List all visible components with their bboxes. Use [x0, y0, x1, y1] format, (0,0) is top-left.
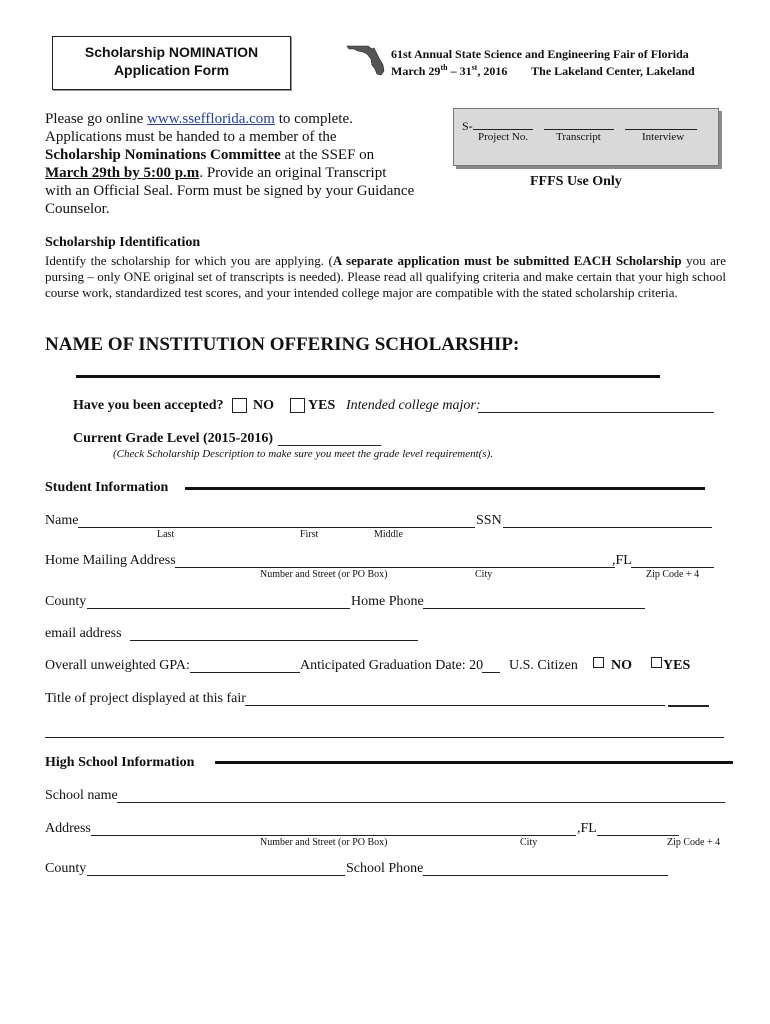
instructions	[45, 110, 415, 218]
school-address-label: Address	[45, 821, 91, 836]
instr-text-4: . Provide an original Transcript with an Official Seal. Form must be signed by your Guidance Counselor.	[45, 165, 415, 217]
accepted-label: Have you been accepted?	[73, 398, 224, 413]
graduation-label: Anticipated Graduation Date: 20	[300, 658, 484, 673]
instr-text-2: to complete. Applications must be handed to a member of the	[45, 111, 353, 145]
accepted-no-checkbox[interactable]	[232, 398, 247, 413]
ident-text-2: you are pursing – only ONE original set of transcripts is needed). Please read all qualifying criteria and make certain that your high school course work, standardized test scores, and your intended college major are compatible with the stated scholarship criteria.	[45, 253, 726, 300]
home-address-input-line[interactable]	[175, 567, 615, 568]
home-address-label: Home Mailing Address	[45, 553, 176, 568]
fair-dates-st: st	[471, 63, 478, 72]
citizen-no-label: NO	[611, 658, 632, 673]
florida-map-icon	[346, 43, 386, 77]
fair-dates-venue	[391, 63, 695, 79]
citizen-no-checkbox[interactable]	[593, 657, 604, 668]
instr-text-1: Please go online	[45, 111, 148, 127]
accepted-no-label: NO	[253, 398, 274, 413]
citizen-label: U.S. Citizen	[509, 658, 578, 673]
high-school-information-heading: High School Information	[45, 755, 195, 770]
home-street-sublabel: Number and Street (or PO Box)	[260, 569, 388, 580]
school-zip-sublabel: Zip Code + 4	[667, 837, 721, 848]
name-label: Name	[45, 513, 79, 528]
major-input-line[interactable]	[478, 412, 714, 413]
home-city-sublabel: City	[475, 569, 493, 580]
project-title-input-line-2[interactable]	[45, 737, 724, 738]
school-name-label: School name	[45, 788, 118, 803]
ident-bold: A separate application must be submitted EACH Scholarship	[332, 253, 682, 268]
school-county-input-line[interactable]	[87, 875, 345, 876]
instr-text-3: at the SSEF on	[280, 147, 375, 163]
institution-name-line[interactable]	[76, 375, 660, 378]
major-label: Intended college major:	[346, 398, 481, 413]
instr-committee: Scholarship Nominations Committee	[45, 147, 281, 163]
school-city-sublabel: City	[520, 837, 538, 848]
ffs-project-line[interactable]	[473, 115, 533, 130]
home-phone-input-line[interactable]	[423, 608, 645, 609]
high-school-heading-rule	[215, 761, 733, 764]
form-title-line1: Scholarship NOMINATION	[84, 44, 259, 60]
ffs-interview-label: Interview	[642, 131, 685, 143]
ffs-transcript-label: Transcript	[556, 131, 601, 143]
graduation-input-line[interactable]	[482, 672, 500, 673]
fair-dates-mid: – 31	[447, 64, 472, 78]
form-title-box	[52, 36, 291, 90]
student-information-heading: Student Information	[45, 480, 169, 495]
fffs-use-box	[453, 108, 719, 166]
website-link[interactable]: www.ssefflorida.com	[147, 111, 275, 127]
ffs-interview-line[interactable]	[625, 115, 697, 130]
school-county-label: County	[45, 861, 87, 876]
grade-level-input-line[interactable]	[278, 445, 381, 446]
form-title-line2: Application Form	[113, 62, 230, 78]
middle-name-sublabel: Middle	[374, 529, 403, 540]
fair-dates-end: , 2016	[477, 64, 508, 78]
citizen-yes-checkbox[interactable]	[651, 657, 662, 668]
fair-title: 61st Annual State Science and Engineering Fair of Florida	[391, 47, 689, 61]
gpa-label: Overall unweighted GPA:	[45, 658, 190, 673]
ssn-input-line[interactable]	[503, 527, 712, 528]
home-phone-label: Home Phone	[351, 594, 424, 609]
student-heading-rule	[185, 487, 705, 490]
school-fl-label: ,FL	[577, 821, 597, 836]
ffs-transcript-line[interactable]	[544, 115, 614, 130]
scholarship-identification-heading: Scholarship Identification	[45, 235, 201, 250]
county-label: County	[45, 594, 87, 609]
home-zip-sublabel: Zip Code + 4	[646, 569, 700, 580]
last-name-sublabel: Last	[157, 529, 175, 540]
instr-deadline: March 29th by 5:00 p.m	[45, 165, 200, 181]
school-street-sublabel: Number and Street (or PO Box)	[260, 837, 388, 848]
fair-dates-th: th	[440, 63, 448, 72]
identification-text	[45, 253, 726, 301]
citizen-yes-label: YES	[663, 658, 691, 673]
gpa-input-line[interactable]	[190, 672, 300, 673]
project-title-input-line[interactable]	[245, 705, 665, 706]
project-title-label: Title of project displayed at this fair	[45, 691, 246, 706]
school-zip-input-line[interactable]	[597, 835, 679, 836]
accepted-yes-checkbox[interactable]	[290, 398, 305, 413]
fair-dates-prefix: March 29	[391, 64, 441, 78]
name-input-line[interactable]	[78, 527, 475, 528]
fffs-use-only-label: FFFS Use Only	[530, 174, 622, 189]
accepted-yes-label: YES	[308, 398, 336, 413]
school-address-input-line[interactable]	[91, 835, 576, 836]
institution-heading: NAME OF INSTITUTION OFFERING SCHOLARSHIP:	[45, 334, 520, 355]
home-fl-label: ,FL	[612, 553, 632, 568]
home-zip-input-line[interactable]	[631, 567, 714, 568]
ffs-s-label: S-	[462, 119, 473, 133]
ffs-project-label: Project No.	[478, 131, 529, 143]
county-input-line[interactable]	[87, 608, 350, 609]
project-title-input-end[interactable]	[668, 705, 709, 707]
school-phone-label: School Phone	[346, 861, 424, 876]
ssn-label: SSN	[476, 513, 502, 528]
ident-text-1: Identify the scholarship for which you are applying. (	[45, 253, 333, 268]
school-name-input-line[interactable]	[117, 802, 725, 803]
email-input-line[interactable]	[130, 640, 418, 641]
school-phone-input-line[interactable]	[423, 875, 668, 876]
fair-venue: The Lakeland Center, Lakeland	[531, 64, 695, 78]
grade-level-note: (Check Scholarship Description to make sure you meet the grade level requirement(s).	[113, 448, 494, 460]
email-label: email address	[45, 626, 122, 641]
first-name-sublabel: First	[300, 529, 319, 540]
grade-level-label: Current Grade Level (2015-2016)	[73, 431, 273, 446]
